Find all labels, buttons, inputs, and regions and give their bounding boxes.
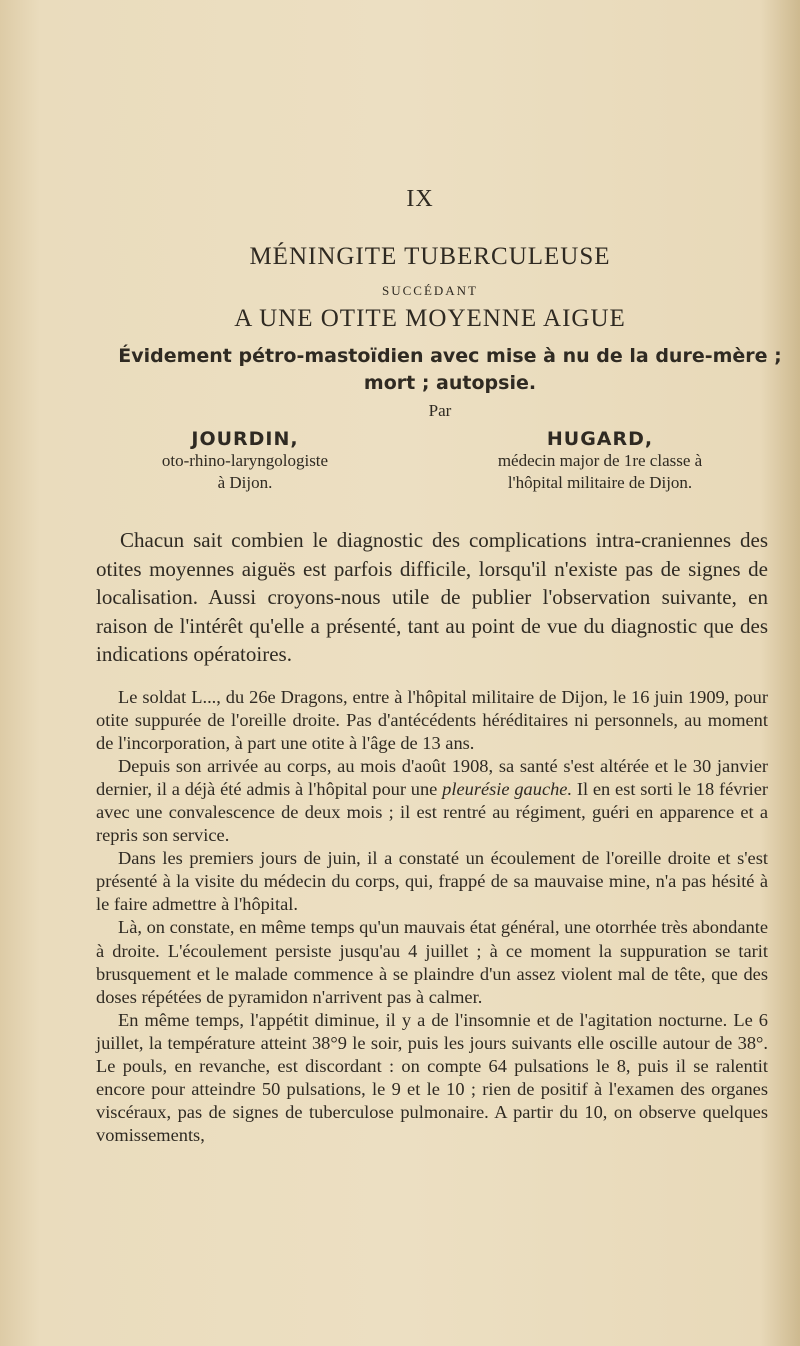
paragraph-patient: Le soldat L..., du 26e Dragons, entre à l'hôpital militaire de Dijon, le 16 juin 1909, pour otite suppurée de l'oreille droite. Pas d'antécédents héréditaires ni personnels, au moment de l'incorporation, à part une otite à l'âge de 13 ans. [96,686,768,753]
chapter-number: IX [406,186,434,212]
paragraph-onset: Dans les premiers jours de juin, il a constaté un écoulement de l'oreille droite et s'est présenté à la visite du médecin du corps, qui, frappé de sa mauvaise mine, n'a pas hésité à le faire admettre à l'hôpital. [96,848,768,915]
title-connector: SUCCÉDANT [381,283,478,298]
author-name: HUGARD, [546,428,654,450]
paragraph-findings: Là, on constate, en même temps qu'un mauvais état général, une otorrhée très abondante à droite. L'écoulement persiste jusqu'au 4 juillet ; à ce moment la suppuration se tarit brusquement et le malade commence à se plaindre d'un assez violent mal de tête, que des doses répétées de pyramidon n'arrivent pas à calmer. [96,917,768,1007]
author-hugard [440,428,760,494]
author-role: médecin major de 1re classe à [497,451,703,470]
author-jourdin [110,428,380,494]
article-summary: Évidement pétro-mastoïdien avec mise à nu de la dure-mère ; mort ; autopsie. [118,345,782,394]
article-body [96,526,768,1147]
paragraph-history [96,755,768,847]
intro-paragraph: Chacun sait combien le diagnostic des complications intra-craniennes des otites moyennes aiguës est parfois difficile, lorsqu'il n'existe pas de signes de localisation. Aussi croyons-nous utile de publier l'observation suivante, en raison de l'intérêt qu'elle a présenté, tant au point de vue du diagnostic que des indications opératoires. [96,528,768,666]
paragraph-symptoms: En même temps, l'appétit diminue, il y a de l'insomnie et de l'agitation nocturne. Le 6 juillet, la température atteint 38°9 le soir, puis les jours suivants elle oscille autour de 38°. Le pouls, en revanche, est discordant : on compte 64 pulsations le 8, puis il se ralentit encore pour atteindre 50 pulsations, le 9 et le 10 ; rien de positif à l'examen des organes viscéraux, pas de signes de tuberculose pulmonaire. A partir du 10, on observe quelques vomissements, [96,1009,768,1146]
author-role: oto-rhino-laryngologiste [161,451,329,470]
author-name: JOURDIN, [191,428,299,450]
author-place: l'hôpital militaire de Dijon. [507,473,693,492]
author-place: à Dijon. [217,473,273,492]
paragraph-text: Il en est sorti le 18 février avec une convalescence de deux mois ; il est rentré au régiment, guéri en apparence et a repris son service. [96,778,768,846]
byline-par: Par [428,401,452,420]
article-title-line2: A UNE OTITE MOYENNE AIGUE [234,305,626,332]
paragraph-text: Depuis son arrivée au corps, au mois d'août 1908, sa santé s'est altérée et le 30 janvier dernier, il a déjà été admis à l'hôpital pour une [96,755,768,799]
article-title: MÉNINGITE TUBERCULEUSE [249,243,611,270]
italic-diagnosis: pleurésie gauche. [442,778,573,799]
